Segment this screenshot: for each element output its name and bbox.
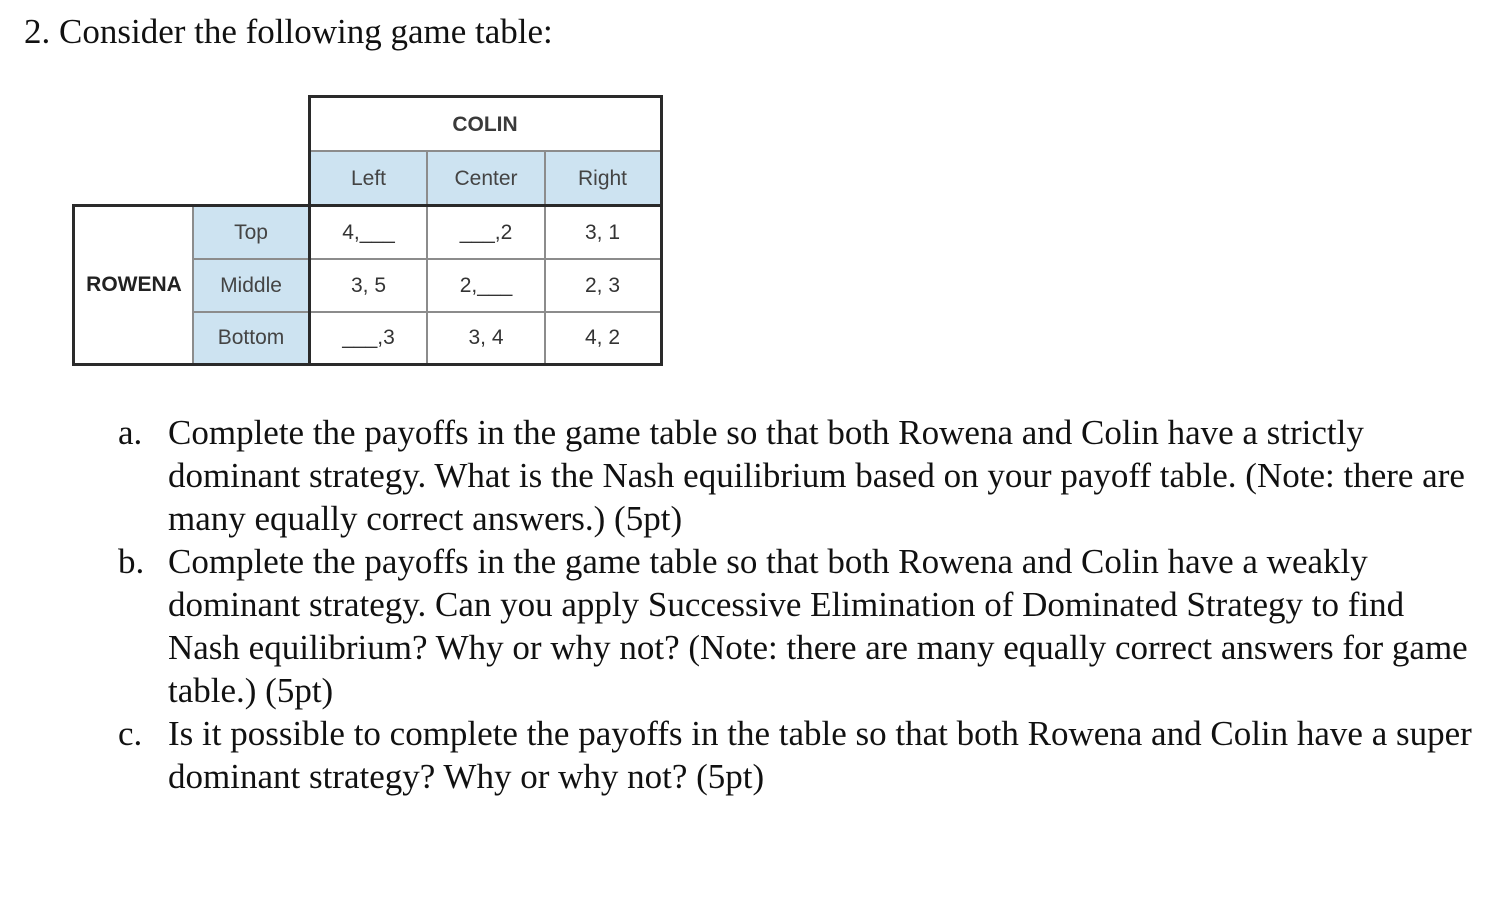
sub-question-c [118,712,1478,798]
payoff-bottom-left: ___,3 [342,326,395,349]
sub-question-text: Complete the payoffs in the game table so that both Rowena and Colin have a strictly dominant strategy. What is the Nash equilibrium based on your payoff table. (Note: there are many equally correct answers.) (5pt) [168,413,1465,538]
row-player-label: ROWENA [86,273,182,296]
row-strategy-top: Top [234,220,268,244]
sub-question-a [118,411,1478,540]
sub-question-marker: a. [118,413,143,452]
sub-question-b [118,540,1478,712]
row-strategy-middle: Middle [220,273,282,297]
payoff-bottom-right: 4, 2 [584,326,621,349]
payoff-middle-right: 2, 3 [584,273,621,297]
column-player-label: COLIN [452,112,518,136]
question-title: 2. Consider the following game table: [24,12,553,51]
payoff-top-left: 4,___ [342,220,395,244]
payoff-middle-center: 2,___ [459,273,513,297]
payoff-bottom-center: 3, 4 [468,326,504,349]
sub-question-text: Complete the payoffs in the game table so that both Rowena and Colin have a weakly dominant strategy. Can you apply Successive Elimination of Dominated Strategy to find Nash equilibrium? Why or why not? (Note: there are many equally correct answers for game table.) (5pt) [168,542,1468,710]
sub-question-text: Is it possible to complete the payoffs in the table so that both Rowena and Colin have a super dominant strategy? Why or why not? (5pt) [168,714,1472,796]
column-strategy-center: Center [454,166,518,190]
sub-question-marker: c. [118,714,143,753]
row-strategy-bottom: Bottom [217,326,285,349]
column-strategy-left: Left [350,166,387,190]
payoff-middle-left: 3, 5 [350,273,387,297]
sub-question-marker: b. [118,542,145,581]
column-strategy-right: Right [577,166,628,190]
payoff-top-center: ___,2 [459,220,513,244]
payoff-top-right: 3, 1 [584,220,621,244]
sub-questions-list [118,411,1478,798]
